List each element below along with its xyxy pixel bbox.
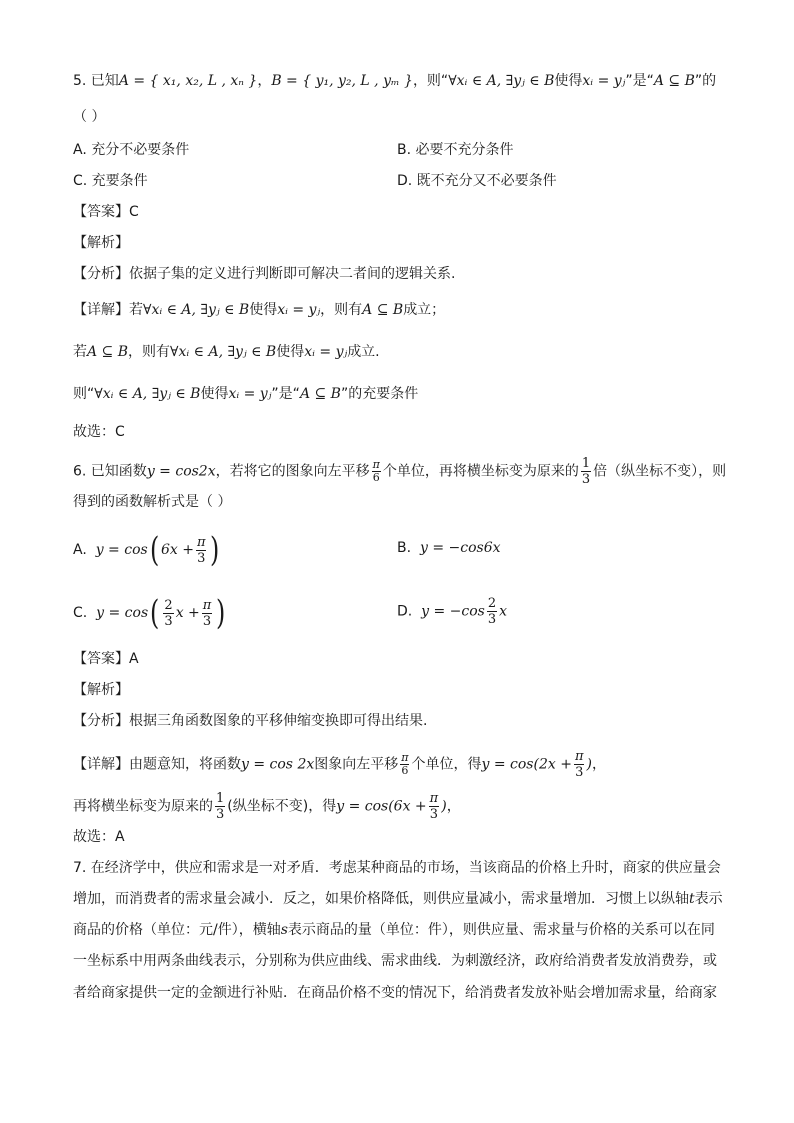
q6-option-b: B. y = −cos6x xyxy=(397,540,501,556)
q7-line-5: 者给商家提供一定的金额进行补贴．在商品价格不变的情况下，给消费者发放补贴会增加需求量，给商家 xyxy=(73,985,717,1001)
q5-option-a: A. 充分不必要条件 xyxy=(73,142,190,158)
q6-option-d: D. y = −cos $\frac{2}{3}$ x xyxy=(397,596,508,627)
q7-line-3: 商品的价格（单位：元/件），横轴s表示商品的量（单位：件），则供应量、需求量与价格的关系可以在同 xyxy=(73,922,715,938)
q6-fenxi: 【分析】根据三角函数图象的平移伸缩变换即可得出结果. xyxy=(73,713,428,729)
q5-detail-3: 则“∀xᵢ ∈ A, ∃yⱼ ∈ B使得xᵢ = yⱼ”是“A ⊆ B”的充要条件 xyxy=(73,386,419,402)
q5-answer: 【答案】C xyxy=(73,204,139,220)
q6-jiexi: 【解析】 xyxy=(73,682,129,698)
q6-detail-2: 再将横坐标变为原来的 $\frac{1}{3}$ (纵坐标不变)，得y = cos(6x + $\frac{\pi}{3}$ )， xyxy=(73,791,461,822)
q5-lead: 5. 已知 xyxy=(73,73,119,89)
q7-line-2: 增加，而消费者的需求量会减小．反之，如果价格降低，则供应量减小，需求量增加．习惯上以纵轴t表示 xyxy=(73,891,723,907)
q6-function: y = cos2x xyxy=(146,463,216,480)
q6-answer: 【答案】A xyxy=(73,651,139,667)
q5-condition: ∀xᵢ ∈ A, ∃yⱼ ∈ B xyxy=(448,73,555,89)
q5-stem: 5. 已知A = { x₁, x₂, L , xₙ }，B = { y₁, y₂, L , yₘ }，则“∀xᵢ ∈ A, ∃yⱼ ∈ B使得xᵢ = yⱼ”是“A ⊆ B”的 xyxy=(73,73,717,89)
q6-stem-line2: 得到的函数解析式是（ ） xyxy=(73,494,232,510)
q6-answer-value: A xyxy=(129,651,139,667)
q5-jiexi: 【解析】 xyxy=(73,235,129,251)
q5-option-c: C. 充要条件 xyxy=(73,173,148,189)
q5-detail-2: 若A ⊆ B，则有∀xᵢ ∈ A, ∃yⱼ ∈ B使得xᵢ = yⱼ成立. xyxy=(73,344,380,360)
q6-scale-fraction: $\frac{1}{3}$ xyxy=(581,456,591,487)
q5-option-d: D. 既不充分又不必要条件 xyxy=(397,173,557,189)
q5-set-a: A = { x₁, x₂, L , xₙ } xyxy=(118,73,258,89)
q6-detail-1: 【详解】由题意知，将函数y = cos 2x图象向左平移 $\frac{\pi}{6}$ 个单位，得y = cos(2x + $\frac{\pi}{3}$ )， xyxy=(73,749,606,780)
q5-choice: 故选：C xyxy=(73,424,125,440)
q5-set-b: B = { y₁, y₂, L , yₘ } xyxy=(271,73,413,89)
q7-line-4: 一坐标系中用两条曲线表示，分别称为供应曲线、需求曲线．为刺激经济，政府给消费者发放消费券，或 xyxy=(73,953,717,969)
q6-stem: 6. 已知函数y = cos2x，若将它的图象向左平移 $\frac{\pi}{6}$ 个单位，再将横坐标变为原来的 $\frac{1}{3}$ 倍（纵坐标不变），则 xyxy=(73,456,727,487)
q5-detail-1: 【详解】若∀xᵢ ∈ A, ∃yⱼ ∈ B使得xᵢ = yⱼ，则有A ⊆ B成立； xyxy=(73,302,446,318)
q5-option-b: B. 必要不充分条件 xyxy=(397,142,514,158)
q5-answer-value: C xyxy=(129,204,139,220)
q6-choice: 故选：A xyxy=(73,829,125,845)
q7-line-1: 7. 在经济学中，供应和需求是一对矛盾．考虑某种商品的市场，当该商品的价格上升时，商家的供应量会 xyxy=(73,860,721,876)
q5-fenxi: 【分析】依据子集的定义进行判断即可解决二者间的逻辑关系. xyxy=(73,266,456,282)
q6-option-a: A. y = cos( 6x + $\frac{\pi}{3}$ ) xyxy=(73,530,220,570)
q6-shift-fraction: $\frac{\pi}{6}$ xyxy=(372,458,380,484)
q6-option-c: C. y = cos( $\frac{2}{3}$ x + $\frac{\pi}{3}$ ) xyxy=(73,593,226,633)
q5-paren: （ ） xyxy=(73,109,106,125)
